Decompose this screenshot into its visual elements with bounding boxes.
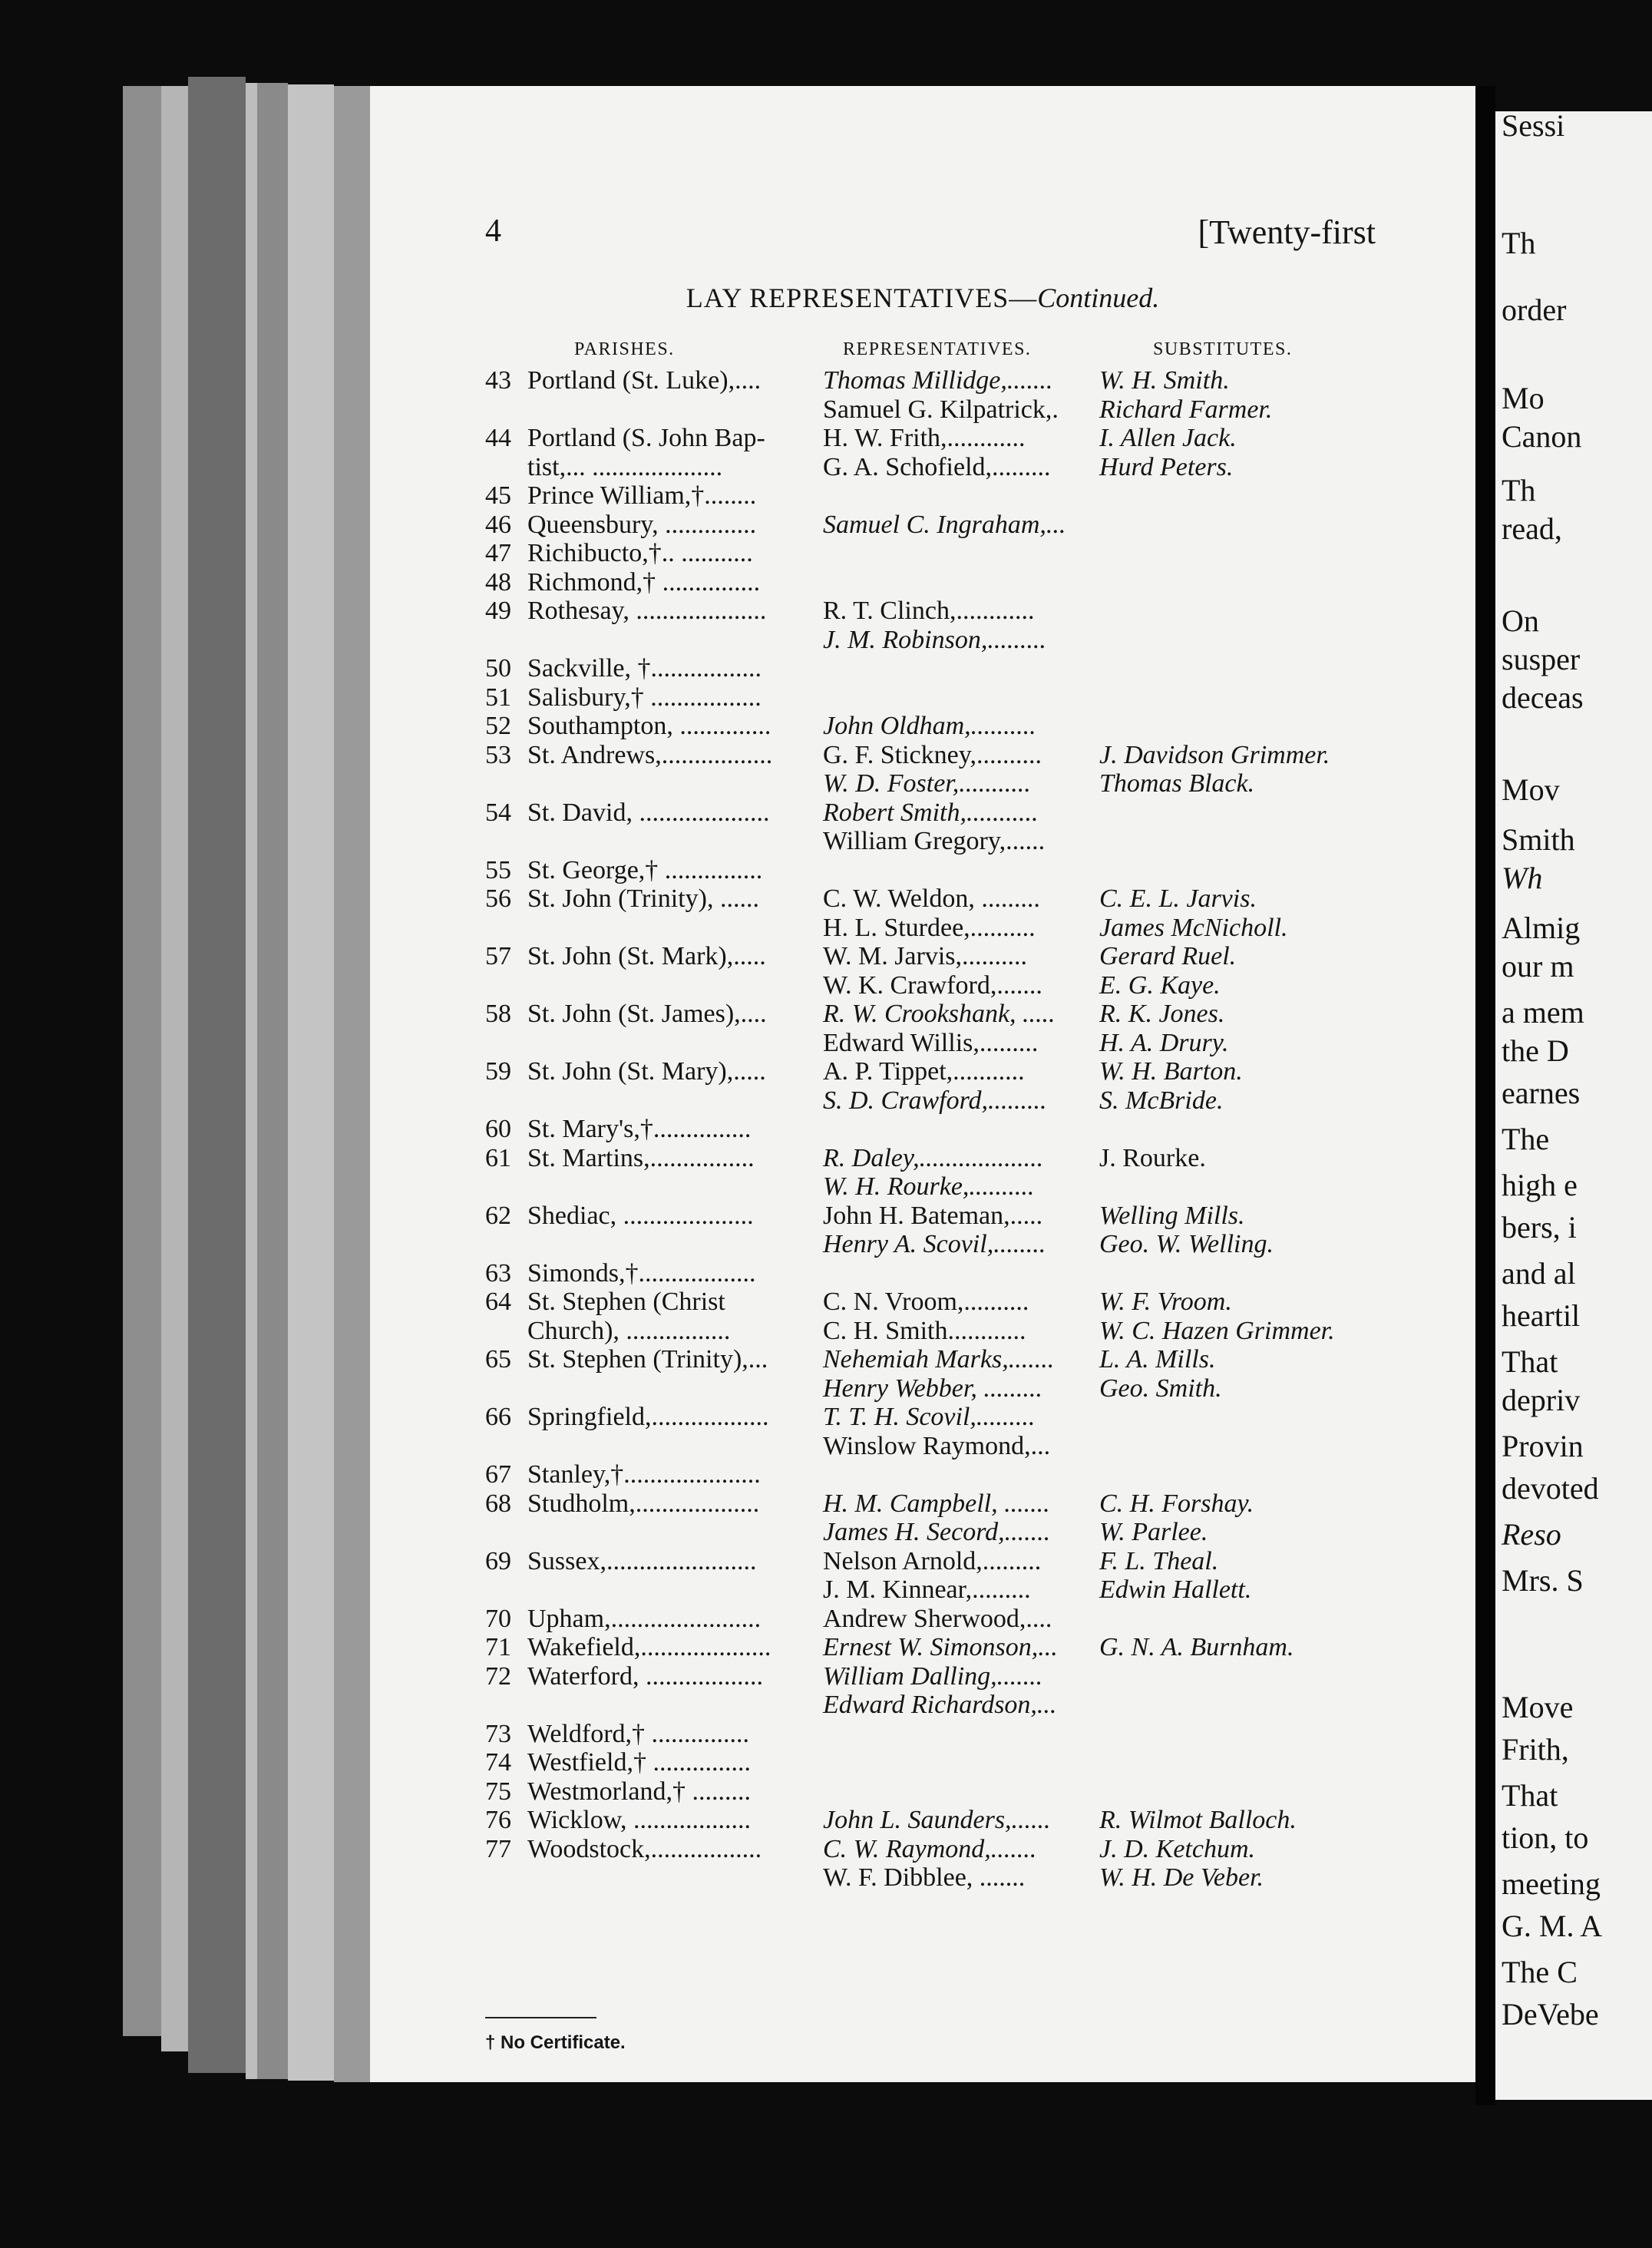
representative-name: W. H. Rourke,..........: [823, 1172, 1035, 1201]
section-title: [370, 282, 1475, 314]
parish-name: Woodstock,.................: [527, 1834, 762, 1863]
parish-name: St. John (Trinity), ......: [527, 884, 759, 913]
parish-name: Salisbury,† .................: [527, 683, 762, 712]
parish-name: St. John (St. Mary),.....: [527, 1057, 766, 1086]
section-title-continued: Continued.: [1037, 283, 1160, 313]
table-row: [370, 1460, 1475, 1489]
substitute-name: W. Parlee.: [1099, 1518, 1208, 1546]
parish-number: 58: [485, 1000, 511, 1028]
parish-number: 56: [485, 884, 511, 913]
table-row: [370, 1575, 1475, 1605]
representative-name: J. M. Kinnear,.........: [823, 1575, 1031, 1604]
parish-number: 49: [485, 597, 511, 625]
table-row: [370, 1720, 1475, 1749]
substitute-name: J. Rourke.: [1099, 1143, 1206, 1172]
substitute-name: I. Allen Jack.: [1099, 424, 1237, 452]
representative-name: G. F. Stickney,..........: [823, 740, 1042, 769]
table-row: [370, 1518, 1475, 1547]
table-row: [370, 395, 1475, 425]
facing-page-line: susper: [1502, 642, 1581, 676]
page-edge-5: [257, 83, 288, 2079]
table-row: [370, 798, 1475, 828]
facing-page-line: Reso: [1502, 1517, 1561, 1552]
substitute-name: W. C. Hazen Grimmer.: [1099, 1316, 1335, 1345]
substitute-name: F. L. Theal.: [1099, 1546, 1219, 1575]
table-row: [370, 1691, 1475, 1720]
parish-number: 70: [485, 1604, 511, 1633]
substitute-name: R. Wilmot Balloch.: [1099, 1806, 1297, 1834]
substitute-name: E. G. Kaye.: [1099, 970, 1221, 1000]
parish-name: Upham,.......................: [527, 1604, 762, 1633]
parish-number: 47: [485, 539, 511, 567]
facing-page-line: Canon: [1502, 419, 1582, 454]
parish-number: 44: [485, 424, 511, 452]
facing-page-line: Move: [1502, 1690, 1574, 1724]
representative-name: Nehemiah Marks,.......: [823, 1345, 1055, 1374]
page-edge-2: [161, 86, 188, 2051]
representative-name: W. M. Jarvis,..........: [823, 942, 1028, 970]
representative-name: W. K. Crawford,.......: [823, 970, 1042, 1000]
representative-name: C. W. Weldon, .........: [823, 884, 1040, 913]
parish-name: St. Stephen (Christ: [527, 1288, 725, 1316]
parish-name: Stanley,†.....................: [527, 1460, 761, 1489]
parish-number: 45: [485, 481, 511, 510]
facing-page-line: heartil: [1502, 1298, 1581, 1333]
substitute-name: H. A. Drury.: [1099, 1028, 1229, 1057]
substitute-name: W. H. De Veber.: [1099, 1863, 1264, 1892]
table-row: [370, 1547, 1475, 1576]
facing-page-line: earnes: [1502, 1076, 1581, 1110]
substitute-name: W. F. Vroom.: [1099, 1288, 1232, 1316]
parish-name: Studholm,...................: [527, 1489, 760, 1518]
parish-number: 51: [485, 683, 511, 712]
substitute-name: Thomas Black.: [1099, 769, 1255, 798]
parish-number: 54: [485, 798, 511, 827]
table-row: [370, 1403, 1475, 1432]
parish-name: Westfield,† ...............: [527, 1748, 751, 1777]
representative-name: James H. Secord,.......: [823, 1518, 1051, 1546]
table-row: [370, 1432, 1475, 1461]
table-row: [370, 539, 1475, 568]
table-row: [370, 366, 1475, 395]
parish-name: Sackville, †.................: [527, 654, 762, 683]
representative-name: Edward Richardson,...: [823, 1691, 1057, 1719]
substitute-name: W. H. Barton.: [1099, 1057, 1243, 1086]
parish-name: St. David, ....................: [527, 798, 770, 827]
table-row: [370, 1662, 1475, 1691]
facing-page-line: meeting: [1502, 1866, 1601, 1901]
facing-page-line: The C: [1502, 1955, 1578, 1989]
facing-page-line: That: [1502, 1344, 1558, 1379]
table-row: [370, 626, 1475, 655]
table-row: [370, 1144, 1475, 1173]
substitute-name: S. McBride.: [1099, 1086, 1224, 1115]
substitute-name: J. Davidson Grimmer.: [1099, 740, 1330, 769]
substitute-name: James McNicholl.: [1099, 913, 1288, 942]
table-row: [370, 1115, 1475, 1144]
facing-page-line: and al: [1502, 1256, 1576, 1291]
representative-name: T. T. H. Scovil,.........: [823, 1403, 1036, 1431]
representative-name: A. P. Tippet,...........: [823, 1057, 1025, 1086]
parish-name: Rothesay, ....................: [527, 597, 767, 625]
representative-name: W. D. Foster,...........: [823, 769, 1031, 798]
table-row: [370, 971, 1475, 1000]
substitute-name: Hurd Peters.: [1099, 452, 1234, 481]
facing-page-line: Mo: [1502, 381, 1545, 415]
substitute-name: Richard Farmer.: [1099, 395, 1273, 424]
table-row: [370, 1000, 1475, 1029]
representative-name: G. A. Schofield,.........: [823, 452, 1051, 481]
gutter-shadow: [1475, 86, 1495, 2105]
substitute-name: Welling Mills.: [1099, 1201, 1245, 1230]
table-row: [370, 453, 1475, 482]
facing-page-line: a mem: [1502, 995, 1584, 1030]
representative-name: Andrew Sherwood,....: [823, 1604, 1052, 1633]
parish-name: St. John (St. James),....: [527, 1000, 767, 1028]
table-row: [370, 1863, 1475, 1893]
parish-name: Sussex,.......................: [527, 1546, 757, 1575]
facing-page-line: Smith: [1502, 822, 1575, 857]
representative-name: Winslow Raymond,...: [823, 1431, 1051, 1460]
parish-number: 71: [485, 1633, 511, 1661]
facing-page-line: bers, i: [1502, 1210, 1577, 1245]
parish-number: 59: [485, 1057, 511, 1086]
parish-number: 62: [485, 1201, 511, 1230]
table-row: [370, 424, 1475, 453]
table-row: [370, 1202, 1475, 1231]
footnote: † No Certificate.: [485, 2032, 626, 2053]
parish-number: 75: [485, 1777, 511, 1806]
facing-page-line: Mov: [1502, 772, 1560, 807]
facing-page-line: depriv: [1502, 1383, 1581, 1417]
substitute-name: Geo. W. Welling.: [1099, 1230, 1274, 1258]
parish-name: Prince William,†........: [527, 481, 757, 510]
substitute-name: W. H. Smith.: [1099, 366, 1230, 395]
facing-page: [1495, 111, 1652, 2100]
table-row: [370, 712, 1475, 741]
parish-name: St. Stephen (Trinity),...: [527, 1345, 768, 1374]
table-row: [370, 1029, 1475, 1058]
representative-name: Robert Smith,...........: [823, 798, 1039, 827]
parish-name: Portland (St. Luke),....: [527, 366, 762, 395]
table-row: [370, 1806, 1475, 1835]
parish-name: Waterford, ..................: [527, 1661, 763, 1691]
table-row: [370, 1317, 1475, 1346]
parish-name: Richibucto,†.. ...........: [527, 539, 753, 567]
representative-name: W. F. Dibblee, .......: [823, 1863, 1026, 1892]
representative-name: William Dalling,.......: [823, 1661, 1043, 1691]
book-page: [370, 86, 1475, 2082]
page-edge-7: [334, 86, 370, 2082]
representative-name: C. N. Vroom,..........: [823, 1288, 1029, 1316]
substitute-name: R. K. Jones.: [1099, 1000, 1225, 1028]
facing-page-line: On: [1502, 603, 1539, 638]
facing-page-line: high e: [1502, 1168, 1578, 1202]
representative-name: Ernest W. Simonson,...: [823, 1633, 1058, 1661]
table-row: [370, 683, 1475, 712]
representative-name: John H. Bateman,.....: [823, 1201, 1043, 1230]
parish-number: 48: [485, 567, 511, 597]
table-row: [370, 1835, 1475, 1864]
section-title-text: LAY REPRESENTATIVES—: [686, 283, 1038, 313]
representative-name: C. H. Smith............: [823, 1316, 1026, 1345]
parish-number: 61: [485, 1143, 511, 1172]
representative-name: Samuel C. Ingraham,...: [823, 510, 1066, 539]
table-row: [370, 511, 1475, 540]
table-row: [370, 1230, 1475, 1259]
column-header-substitutes: SUBSTITUTES.: [1153, 339, 1293, 359]
parish-number: 69: [485, 1546, 511, 1575]
table-row: [370, 914, 1475, 943]
table-row: [370, 1288, 1475, 1317]
running-head: [Twenty-first: [1198, 213, 1376, 251]
parish-number: 74: [485, 1748, 511, 1777]
parish-number: 65: [485, 1345, 511, 1374]
representative-name: Henry A. Scovil,........: [823, 1230, 1046, 1258]
table-row: [370, 856, 1475, 885]
facing-page-line: devoted: [1502, 1471, 1599, 1506]
representative-name: H. L. Sturdee,..........: [823, 913, 1036, 942]
substitute-name: Geo. Smith.: [1099, 1374, 1222, 1403]
table-row: [370, 1633, 1475, 1662]
parish-number: 53: [485, 740, 511, 769]
facing-page-line: Mrs. S: [1502, 1563, 1584, 1598]
table-row: [370, 654, 1475, 683]
table-row: [370, 942, 1475, 971]
table-row: [370, 1374, 1475, 1403]
table-row: [370, 1057, 1475, 1086]
facing-page-line: That: [1502, 1778, 1558, 1813]
column-header-parishes: PARISHES.: [574, 339, 675, 359]
parish-number: 68: [485, 1489, 511, 1518]
table-row: [370, 741, 1475, 770]
table-row: [370, 827, 1475, 856]
representative-name: Thomas Millidge,.......: [823, 366, 1053, 395]
representative-name: Nelson Arnold,.........: [823, 1546, 1042, 1575]
parish-number: 55: [485, 855, 511, 884]
representative-name: John Oldham,..........: [823, 712, 1036, 740]
page-edge-4: [246, 83, 257, 2079]
substitute-name: J. D. Ketchum.: [1099, 1834, 1256, 1863]
substitute-name: L. A. Mills.: [1099, 1345, 1216, 1374]
substitute-name: Edwin Hallett.: [1099, 1575, 1252, 1604]
page-number: 4: [485, 213, 501, 249]
page-edge-6: [288, 84, 334, 2081]
facing-page-line: Sessi: [1502, 111, 1565, 143]
parish-name: Wakefield,....................: [527, 1633, 771, 1661]
column-header-representatives: REPRESENTATIVES.: [843, 339, 1032, 359]
facing-page-line: Almig: [1502, 911, 1581, 945]
parish-name: Springfield,..................: [527, 1403, 769, 1431]
facing-page-line: our m: [1502, 949, 1574, 984]
parish-name: St. George,† ...............: [527, 855, 763, 884]
parish-number: 66: [485, 1403, 511, 1431]
page-edge-3: [188, 77, 246, 2073]
parish-name: Queensbury, ..............: [527, 510, 757, 539]
parish-number: 76: [485, 1806, 511, 1834]
parish-name: St. Martins,................: [527, 1143, 755, 1172]
table-row: [370, 769, 1475, 798]
parish-number: 72: [485, 1661, 511, 1691]
parish-name: Shediac, ....................: [527, 1201, 754, 1230]
facing-page-line: Frith,: [1502, 1732, 1569, 1767]
parish-name: St. John (St. Mark),.....: [527, 942, 766, 970]
parish-number: 43: [485, 366, 511, 395]
footnote-rule: [485, 2017, 596, 2018]
table-row: [370, 1086, 1475, 1116]
parish-name: St. Mary's,†...............: [527, 1115, 752, 1143]
parish-name: Weldford,† ...............: [527, 1719, 750, 1748]
representative-name: J. M. Robinson,.........: [823, 625, 1046, 654]
parish-number: 60: [485, 1115, 511, 1143]
parish-number: 67: [485, 1460, 511, 1489]
representative-name: Henry Webber, .........: [823, 1374, 1042, 1403]
table-row: [370, 1345, 1475, 1374]
table-row: [370, 597, 1475, 626]
table-row: [370, 1489, 1475, 1519]
parish-number: 73: [485, 1719, 511, 1748]
substitute-name: C. E. L. Jarvis.: [1099, 884, 1257, 913]
representative-name: H. W. Frith,............: [823, 424, 1026, 452]
table-row: [370, 1259, 1475, 1288]
page-edge-1: [123, 86, 161, 2036]
parish-name: Simonds,†..................: [527, 1258, 756, 1288]
substitute-name: Gerard Ruel.: [1099, 942, 1237, 970]
representative-name: R. T. Clinch,............: [823, 597, 1035, 625]
facing-page-line: The: [1502, 1122, 1550, 1156]
facing-page-line: the D: [1502, 1033, 1569, 1068]
table-row: [370, 568, 1475, 597]
parish-number: 46: [485, 510, 511, 539]
representative-name: C. W. Raymond,.......: [823, 1834, 1037, 1863]
parish-name: Southampton, ..............: [527, 712, 771, 740]
parish-name: Church), ................: [527, 1316, 731, 1345]
facing-page-line: Th: [1502, 473, 1536, 507]
representative-name: R. W. Crookshank, .....: [823, 1000, 1056, 1028]
representative-name: John L. Saunders,......: [823, 1806, 1051, 1834]
table-row: [370, 1172, 1475, 1202]
representatives-table: [370, 366, 1475, 1893]
facing-page-line: read,: [1502, 511, 1562, 546]
facing-page-line: tion, to: [1502, 1820, 1589, 1855]
facing-page-line: Wh: [1502, 861, 1543, 895]
parish-name: Richmond,† ...............: [527, 567, 761, 597]
representative-name: R. Daley,...................: [823, 1143, 1044, 1172]
representative-name: Edward Willis,.........: [823, 1028, 1039, 1057]
substitute-name: C. H. Forshay.: [1099, 1489, 1254, 1518]
facing-page-line: Th: [1502, 226, 1536, 260]
table-row: [370, 1605, 1475, 1634]
parish-number: 63: [485, 1258, 511, 1288]
parish-name: Portland (S. John Bap-: [527, 424, 765, 452]
facing-page-line: DeVebe: [1502, 1997, 1599, 2031]
table-row: [370, 1777, 1475, 1807]
substitute-name: G. N. A. Burnham.: [1099, 1633, 1294, 1661]
parish-number: 52: [485, 712, 511, 740]
parish-number: 57: [485, 942, 511, 970]
parish-name: tist,... ....................: [527, 452, 723, 481]
facing-page-line: order: [1502, 293, 1567, 327]
representative-name: S. D. Crawford,.........: [823, 1086, 1047, 1115]
representative-name: Samuel G. Kilpatrick,.: [823, 395, 1059, 424]
facing-page-line: Provin: [1502, 1429, 1584, 1463]
table-row: [370, 481, 1475, 511]
facing-page-line: deceas: [1502, 680, 1584, 715]
parish-name: Westmorland,† .........: [527, 1777, 751, 1806]
parish-number: 64: [485, 1288, 511, 1316]
representative-name: H. M. Campbell, .......: [823, 1489, 1050, 1518]
representative-name: William Gregory,......: [823, 827, 1046, 855]
table-row: [370, 884, 1475, 914]
parish-number: 50: [485, 654, 511, 683]
parish-number: 77: [485, 1834, 511, 1863]
table-row: [370, 1748, 1475, 1777]
parish-name: Wicklow, ..................: [527, 1806, 752, 1834]
facing-page-line: G. M. A: [1502, 1909, 1603, 1943]
parish-name: St. Andrews,.................: [527, 740, 773, 769]
